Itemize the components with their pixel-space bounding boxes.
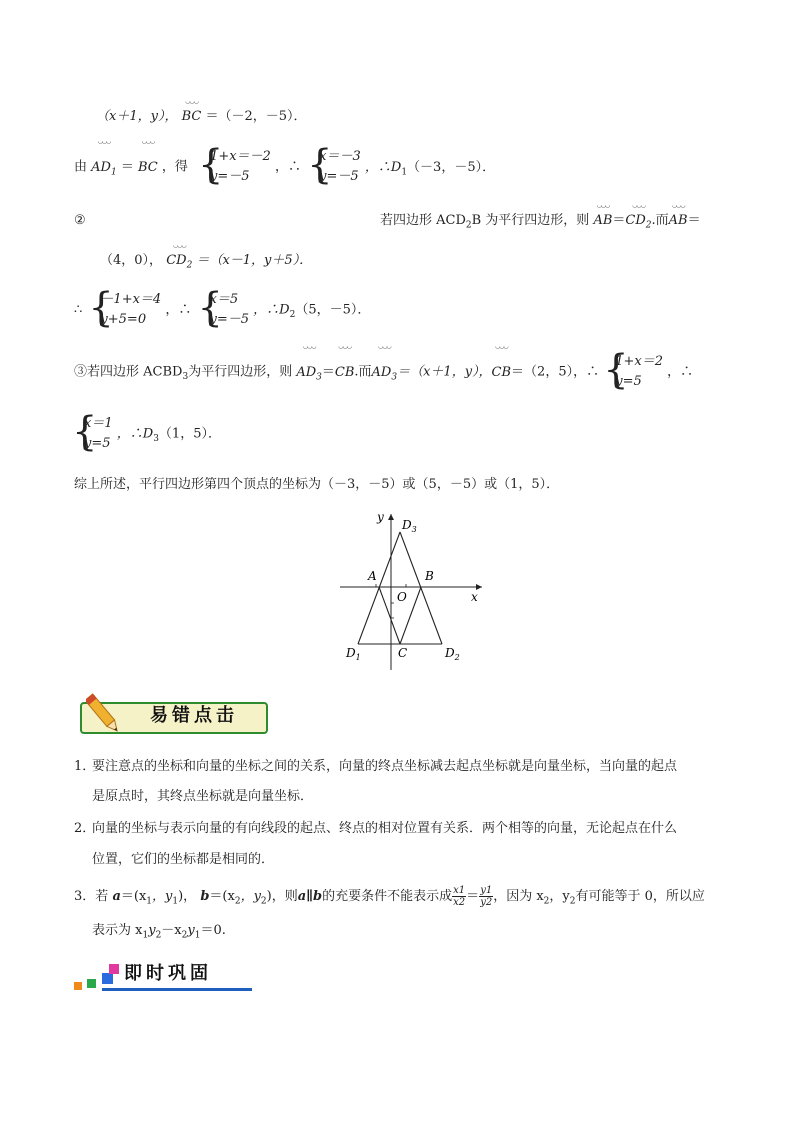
list-item-1-line2: 是原点时，其终点坐标就是向量坐标． xyxy=(92,789,314,804)
equation-system: { 1+x＝－2 y=－5 xyxy=(200,147,271,187)
solution-line-3: 若四边形 $ACD_2B$ 为平行四边形，则 ◡◡◡ AB＝◡◡◡ $CD_2$.而◡◡◡ AB＝ xyxy=(380,212,701,235)
list-item-2-line2: 位置，它们的坐标都是相同的． xyxy=(92,852,275,867)
text: ＝ xyxy=(120,159,134,175)
summary-line: 综上所述，平行四边形第四个顶点的坐标为（－3，－5）或（5，－5）或（1，5）． xyxy=(74,477,560,492)
solution-line-4: （4，0）， ◡◡◡ $CD_2 =(x-1$，y＋5）． xyxy=(100,252,312,275)
list-item-2-line1: 向量的坐标与表示向量的有向线段的起点、终点的相对位置有关系．两个相等的向量，无论起点在什么 xyxy=(92,821,678,836)
vector-bc: ◡◡◡ BC xyxy=(138,148,158,188)
label-d1: $D_1$ xyxy=(346,646,361,662)
text: （x＋1，y）， xyxy=(96,109,178,124)
solution-line-2 xyxy=(74,147,495,192)
square-decoration xyxy=(109,964,119,974)
coordinate-figure xyxy=(336,508,496,673)
vector-ad3: ◡◡◡ $AD_3$ xyxy=(372,353,398,398)
square-decoration xyxy=(87,979,96,988)
list-item-3-line2: 表示为 $x_1y_2-x_2y_1=0$. xyxy=(92,923,226,941)
vector-cd2: ◡◡◡ $CD_2$ xyxy=(625,212,651,235)
equation-system: { x＝1 y=5 xyxy=(74,414,113,454)
banner-underline xyxy=(102,988,252,991)
section-title: 易错点击 xyxy=(150,705,238,726)
text: ，$\therefore D_1(-3$，－5）． xyxy=(364,159,496,178)
square-decoration xyxy=(74,982,82,990)
label-o: O xyxy=(397,590,407,604)
label-d2: $D_2$ xyxy=(445,646,460,662)
label-c: C xyxy=(398,646,408,660)
list-item-3-line1: 3．若 $a=(x_1$，$y_1$)， $b=(x_2$，$y_2$)，则a∥b的充要条件不能表示成 $\frac{x1}{x2}$ ＝ $\frac{y1}{y2}$ ，因为 $x_2$，$y_2$有可能等于 0，所以应 xyxy=(74,885,705,908)
vector-cb: ◡◡◡ CB xyxy=(492,353,512,393)
fraction-y: $\frac{y1}{y2}$ xyxy=(480,885,493,908)
label-b: B xyxy=(425,569,434,583)
vector-bc: ◡◡◡ BC xyxy=(182,108,202,126)
solution-line-3-num: ② xyxy=(74,213,86,228)
section-banner-mistakes xyxy=(80,690,264,738)
equation-system: { －1+x＝4 y+5=0 xyxy=(90,290,161,330)
label-a: A xyxy=(368,569,377,583)
label-x: x xyxy=(471,590,478,604)
vector-ad1: ◡◡◡ $AD_1$ xyxy=(91,148,117,193)
fraction-x: $\frac{x1}{x2}$ xyxy=(453,885,466,908)
vector-cd2: ◡◡◡ $CD_2$ xyxy=(166,252,192,275)
list-item-1-line1: 要注意点的坐标和向量的坐标之间的关系，向量的终点坐标减去起点坐标就是向量坐标，当向量的起点 xyxy=(92,759,678,774)
pencil-icon xyxy=(86,690,120,738)
vector-ad3: ◡◡◡ $AD_3$ xyxy=(296,353,322,398)
text: ＝（－2，－5）． xyxy=(205,109,307,124)
section-title: 即时巩固 xyxy=(124,963,212,984)
text: 由 xyxy=(74,159,88,175)
solution-line-1 xyxy=(96,108,307,126)
section-banner-practice xyxy=(74,960,256,994)
list-item-1-num: 1． xyxy=(74,759,96,774)
solution-line-6: ③若四边形 $ACBD_3$为平行四边形，则 ◡◡◡ $AD_3=◡◡◡$ CB.而◡◡◡ $AD_3=(x+1$，y），◡◡◡ CB＝（2，5），∴ { 1+x＝2 y=5 ，∴ xyxy=(74,352,693,397)
solution-line-7: { x＝1 y=5 ，$\therefore D_3(1$，5）． xyxy=(74,414,221,459)
vector-ab: ◡◡◡ AB xyxy=(669,212,688,230)
vector-ab: ◡◡◡ AB xyxy=(593,212,612,230)
label-y: y xyxy=(377,510,384,524)
solution-line-5: ∴ { －1+x＝4 y+5=0 ，∴ { x＝5 y=－5 ，$\therefore D_2(5$，－5）． xyxy=(74,290,370,335)
equation-system: { x＝－3 y=－5 xyxy=(309,147,361,187)
square-decoration xyxy=(102,973,113,984)
label-d3: $D_3$ xyxy=(402,518,417,534)
text: ，∴ xyxy=(274,159,301,175)
list-item-2-num: 2． xyxy=(74,821,96,836)
equation-system: { 1+x＝2 y=5 xyxy=(605,352,663,392)
vector-cb: ◡◡◡ CB xyxy=(335,353,355,393)
equation-system: { x＝5 y=－5 xyxy=(200,290,250,330)
text: ，得 xyxy=(161,159,188,175)
